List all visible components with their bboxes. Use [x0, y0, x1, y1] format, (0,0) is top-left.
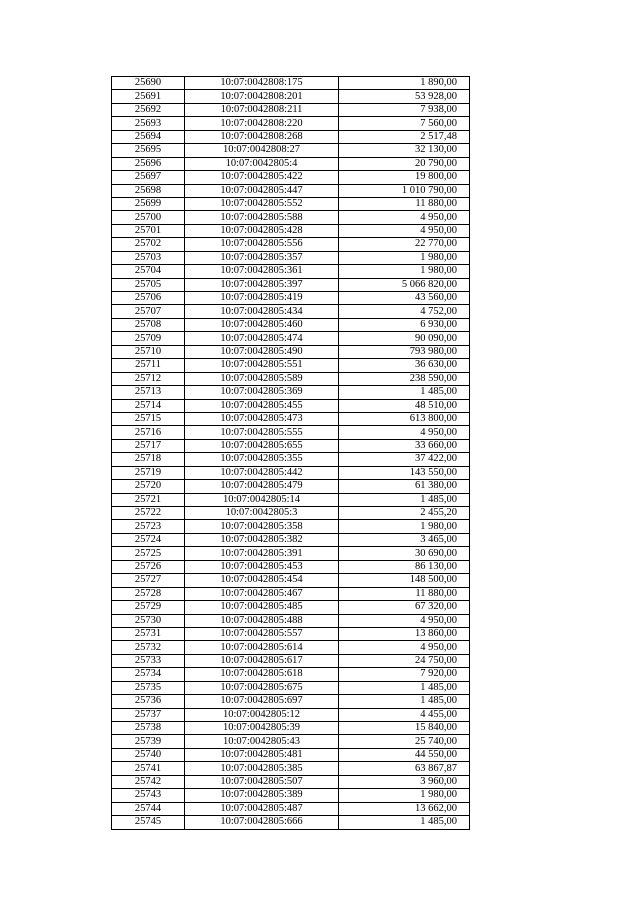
- value-cell: 13 860,00: [339, 627, 470, 640]
- value-cell: 22 770,00: [339, 238, 470, 251]
- row-number-cell: 25724: [112, 533, 185, 546]
- row-number-cell: 25712: [112, 372, 185, 385]
- table-row: [112, 318, 470, 331]
- table-row: [112, 480, 470, 493]
- cadastral-number-cell: 10:07:0042805:481: [185, 748, 339, 761]
- table-row: [112, 412, 470, 425]
- value-cell: 4 950,00: [339, 426, 470, 439]
- cadastral-number-cell: 10:07:0042808:211: [185, 103, 339, 116]
- value-cell: 19 800,00: [339, 171, 470, 184]
- cadastral-number-cell: 10:07:0042805:454: [185, 574, 339, 587]
- table-row: [112, 399, 470, 412]
- cadastral-number-cell: 10:07:0042805:12: [185, 708, 339, 721]
- row-number-cell: 25727: [112, 574, 185, 587]
- row-number-cell: 25738: [112, 722, 185, 735]
- table-row: [112, 775, 470, 788]
- row-number-cell: 25728: [112, 587, 185, 600]
- table-row: [112, 681, 470, 694]
- row-number-cell: 25707: [112, 305, 185, 318]
- value-cell: 4 950,00: [339, 614, 470, 627]
- table-row: [112, 762, 470, 775]
- row-number-cell: 25737: [112, 708, 185, 721]
- table-row: [112, 802, 470, 815]
- row-number-cell: 25693: [112, 117, 185, 130]
- cadastral-number-cell: 10:07:0042805:618: [185, 668, 339, 681]
- cadastral-number-cell: 10:07:0042805:485: [185, 601, 339, 614]
- table-row: [112, 708, 470, 721]
- table-row: [112, 359, 470, 372]
- row-number-cell: 25721: [112, 493, 185, 506]
- value-cell: 44 550,00: [339, 748, 470, 761]
- value-cell: 4 752,00: [339, 305, 470, 318]
- row-number-cell: 25696: [112, 157, 185, 170]
- value-cell: 3 465,00: [339, 533, 470, 546]
- row-number-cell: 25734: [112, 668, 185, 681]
- table-row: [112, 144, 470, 157]
- row-number-cell: 25745: [112, 816, 185, 829]
- row-number-cell: 25743: [112, 789, 185, 802]
- value-cell: 90 090,00: [339, 332, 470, 345]
- value-cell: 7 938,00: [339, 103, 470, 116]
- value-cell: 25 740,00: [339, 735, 470, 748]
- table-row: [112, 439, 470, 452]
- value-cell: 4 950,00: [339, 211, 470, 224]
- cadastral-number-cell: 10:07:0042808:175: [185, 77, 339, 90]
- table-row: [112, 251, 470, 264]
- row-number-cell: 25692: [112, 103, 185, 116]
- value-cell: 7 920,00: [339, 668, 470, 681]
- row-number-cell: 25718: [112, 453, 185, 466]
- table-row: [112, 157, 470, 170]
- value-cell: 148 500,00: [339, 574, 470, 587]
- cadastral-number-cell: 10:07:0042808:220: [185, 117, 339, 130]
- row-number-cell: 25704: [112, 265, 185, 278]
- value-cell: 37 422,00: [339, 453, 470, 466]
- table-row: [112, 748, 470, 761]
- value-cell: 4 950,00: [339, 224, 470, 237]
- table-row: [112, 520, 470, 533]
- cadastral-number-cell: 10:07:0042805:428: [185, 224, 339, 237]
- value-cell: 1 010 790,00: [339, 184, 470, 197]
- table-row: [112, 278, 470, 291]
- cadastral-number-cell: 10:07:0042805:355: [185, 453, 339, 466]
- cadastral-number-cell: 10:07:0042805:382: [185, 533, 339, 546]
- table-row: [112, 627, 470, 640]
- row-number-cell: 25709: [112, 332, 185, 345]
- cadastral-number-cell: 10:07:0042805:385: [185, 762, 339, 775]
- table-row: [112, 117, 470, 130]
- table-row: [112, 197, 470, 210]
- value-cell: 2 517,48: [339, 130, 470, 143]
- row-number-cell: 25736: [112, 695, 185, 708]
- cadastral-number-cell: 10:07:0042805:361: [185, 265, 339, 278]
- row-number-cell: 25719: [112, 466, 185, 479]
- table-body: [112, 77, 470, 830]
- cadastral-number-cell: 10:07:0042805:357: [185, 251, 339, 264]
- table-row: [112, 722, 470, 735]
- row-number-cell: 25732: [112, 641, 185, 654]
- cadastral-number-cell: 10:07:0042805:389: [185, 789, 339, 802]
- row-number-cell: 25715: [112, 412, 185, 425]
- row-number-cell: 25714: [112, 399, 185, 412]
- row-number-cell: 25698: [112, 184, 185, 197]
- table-row: [112, 211, 470, 224]
- value-cell: 143 550,00: [339, 466, 470, 479]
- cadastral-number-cell: 10:07:0042805:467: [185, 587, 339, 600]
- value-cell: 24 750,00: [339, 654, 470, 667]
- row-number-cell: 25744: [112, 802, 185, 815]
- cadastral-number-cell: 10:07:0042805:453: [185, 560, 339, 573]
- cadastral-value-table: [111, 76, 470, 830]
- table-row: [112, 533, 470, 546]
- cadastral-number-cell: 10:07:0042805:555: [185, 426, 339, 439]
- value-cell: 11 880,00: [339, 197, 470, 210]
- row-number-cell: 25705: [112, 278, 185, 291]
- value-cell: 1 980,00: [339, 789, 470, 802]
- table-row: [112, 614, 470, 627]
- cadastral-number-cell: 10:07:0042805:666: [185, 816, 339, 829]
- value-cell: 63 867,87: [339, 762, 470, 775]
- value-cell: 53 928,00: [339, 90, 470, 103]
- table-row: [112, 426, 470, 439]
- cadastral-number-cell: 10:07:0042805:14: [185, 493, 339, 506]
- row-number-cell: 25711: [112, 359, 185, 372]
- value-cell: 1 980,00: [339, 251, 470, 264]
- table-row: [112, 292, 470, 305]
- cadastral-number-cell: 10:07:0042805:397: [185, 278, 339, 291]
- value-cell: 1 485,00: [339, 386, 470, 399]
- value-cell: 43 560,00: [339, 292, 470, 305]
- cadastral-number-cell: 10:07:0042808:201: [185, 90, 339, 103]
- cadastral-number-cell: 10:07:0042805:369: [185, 386, 339, 399]
- cadastral-number-cell: 10:07:0042805:617: [185, 654, 339, 667]
- table-row: [112, 305, 470, 318]
- value-cell: 7 560,00: [339, 117, 470, 130]
- cadastral-number-cell: 10:07:0042805:507: [185, 775, 339, 788]
- cadastral-number-cell: 10:07:0042805:551: [185, 359, 339, 372]
- table-row: [112, 641, 470, 654]
- table-row: [112, 654, 470, 667]
- table-row: [112, 668, 470, 681]
- row-number-cell: 25722: [112, 507, 185, 520]
- row-number-cell: 25691: [112, 90, 185, 103]
- cadastral-number-cell: 10:07:0042805:614: [185, 641, 339, 654]
- table-row: [112, 332, 470, 345]
- table-row: [112, 184, 470, 197]
- table-row: [112, 601, 470, 614]
- value-cell: 3 960,00: [339, 775, 470, 788]
- row-number-cell: 25717: [112, 439, 185, 452]
- row-number-cell: 25720: [112, 480, 185, 493]
- table-row: [112, 77, 470, 90]
- row-number-cell: 25739: [112, 735, 185, 748]
- cadastral-number-cell: 10:07:0042805:3: [185, 507, 339, 520]
- row-number-cell: 25741: [112, 762, 185, 775]
- value-cell: 13 662,00: [339, 802, 470, 815]
- value-cell: 6 930,00: [339, 318, 470, 331]
- cadastral-number-cell: 10:07:0042805:473: [185, 412, 339, 425]
- value-cell: 4 950,00: [339, 641, 470, 654]
- table-row: [112, 345, 470, 358]
- value-cell: 793 980,00: [339, 345, 470, 358]
- row-number-cell: 25706: [112, 292, 185, 305]
- table-row: [112, 587, 470, 600]
- row-number-cell: 25690: [112, 77, 185, 90]
- value-cell: 4 455,00: [339, 708, 470, 721]
- value-cell: 48 510,00: [339, 399, 470, 412]
- value-cell: 33 660,00: [339, 439, 470, 452]
- row-number-cell: 25729: [112, 601, 185, 614]
- row-number-cell: 25731: [112, 627, 185, 640]
- value-cell: 11 880,00: [339, 587, 470, 600]
- cadastral-number-cell: 10:07:0042805:557: [185, 627, 339, 640]
- table-row: [112, 735, 470, 748]
- table-row: [112, 130, 470, 143]
- cadastral-number-cell: 10:07:0042805:447: [185, 184, 339, 197]
- value-cell: 1 890,00: [339, 77, 470, 90]
- table-row: [112, 560, 470, 573]
- cadastral-number-cell: 10:07:0042805:488: [185, 614, 339, 627]
- row-number-cell: 25700: [112, 211, 185, 224]
- table-row: [112, 574, 470, 587]
- table-row: [112, 453, 470, 466]
- cadastral-number-cell: 10:07:0042805:675: [185, 681, 339, 694]
- cadastral-number-cell: 10:07:0042805:43: [185, 735, 339, 748]
- table-row: [112, 265, 470, 278]
- value-cell: 32 130,00: [339, 144, 470, 157]
- value-cell: 61 380,00: [339, 480, 470, 493]
- cadastral-number-cell: 10:07:0042805:697: [185, 695, 339, 708]
- value-cell: 1 485,00: [339, 681, 470, 694]
- cadastral-number-cell: 10:07:0042805:655: [185, 439, 339, 452]
- value-cell: 67 320,00: [339, 601, 470, 614]
- row-number-cell: 25740: [112, 748, 185, 761]
- row-number-cell: 25723: [112, 520, 185, 533]
- table-row: [112, 547, 470, 560]
- cadastral-number-cell: 10:07:0042805:358: [185, 520, 339, 533]
- table-row: [112, 372, 470, 385]
- cadastral-number-cell: 10:07:0042805:422: [185, 171, 339, 184]
- row-number-cell: 25735: [112, 681, 185, 694]
- row-number-cell: 25701: [112, 224, 185, 237]
- cadastral-number-cell: 10:07:0042805:391: [185, 547, 339, 560]
- cadastral-number-cell: 10:07:0042805:588: [185, 211, 339, 224]
- row-number-cell: 25699: [112, 197, 185, 210]
- value-cell: 1 485,00: [339, 816, 470, 829]
- value-cell: 1 485,00: [339, 493, 470, 506]
- row-number-cell: 25733: [112, 654, 185, 667]
- cadastral-number-cell: 10:07:0042805:460: [185, 318, 339, 331]
- cadastral-number-cell: 10:07:0042805:434: [185, 305, 339, 318]
- table-row: [112, 171, 470, 184]
- cadastral-number-cell: 10:07:0042808:268: [185, 130, 339, 143]
- cadastral-number-cell: 10:07:0042808:27: [185, 144, 339, 157]
- value-cell: 20 790,00: [339, 157, 470, 170]
- cadastral-number-cell: 10:07:0042805:442: [185, 466, 339, 479]
- value-cell: 36 630,00: [339, 359, 470, 372]
- table-row: [112, 816, 470, 829]
- value-cell: 1 485,00: [339, 695, 470, 708]
- row-number-cell: 25713: [112, 386, 185, 399]
- row-number-cell: 25725: [112, 547, 185, 560]
- row-number-cell: 25697: [112, 171, 185, 184]
- row-number-cell: 25702: [112, 238, 185, 251]
- table-row: [112, 90, 470, 103]
- cadastral-number-cell: 10:07:0042805:419: [185, 292, 339, 305]
- row-number-cell: 25726: [112, 560, 185, 573]
- row-number-cell: 25730: [112, 614, 185, 627]
- value-cell: 5 066 820,00: [339, 278, 470, 291]
- table-row: [112, 695, 470, 708]
- cadastral-number-cell: 10:07:0042805:589: [185, 372, 339, 385]
- row-number-cell: 25716: [112, 426, 185, 439]
- table-row: [112, 103, 470, 116]
- value-cell: 2 455,20: [339, 507, 470, 520]
- row-number-cell: 25695: [112, 144, 185, 157]
- cadastral-number-cell: 10:07:0042805:490: [185, 345, 339, 358]
- cadastral-number-cell: 10:07:0042805:474: [185, 332, 339, 345]
- cadastral-number-cell: 10:07:0042805:487: [185, 802, 339, 815]
- row-number-cell: 25708: [112, 318, 185, 331]
- table-row: [112, 493, 470, 506]
- table-row: [112, 789, 470, 802]
- value-cell: 1 980,00: [339, 520, 470, 533]
- row-number-cell: 25742: [112, 775, 185, 788]
- value-cell: 238 590,00: [339, 372, 470, 385]
- value-cell: 30 690,00: [339, 547, 470, 560]
- value-cell: 1 980,00: [339, 265, 470, 278]
- value-cell: 613 800,00: [339, 412, 470, 425]
- cadastral-number-cell: 10:07:0042805:556: [185, 238, 339, 251]
- table-row: [112, 224, 470, 237]
- row-number-cell: 25703: [112, 251, 185, 264]
- row-number-cell: 25694: [112, 130, 185, 143]
- cadastral-number-cell: 10:07:0042805:552: [185, 197, 339, 210]
- row-number-cell: 25710: [112, 345, 185, 358]
- table-row: [112, 466, 470, 479]
- table-row: [112, 238, 470, 251]
- value-cell: 15 840,00: [339, 722, 470, 735]
- table-row: [112, 507, 470, 520]
- cadastral-number-cell: 10:07:0042805:39: [185, 722, 339, 735]
- cadastral-number-cell: 10:07:0042805:479: [185, 480, 339, 493]
- cadastral-number-cell: 10:07:0042805:4: [185, 157, 339, 170]
- value-cell: 86 130,00: [339, 560, 470, 573]
- cadastral-number-cell: 10:07:0042805:455: [185, 399, 339, 412]
- table-row: [112, 386, 470, 399]
